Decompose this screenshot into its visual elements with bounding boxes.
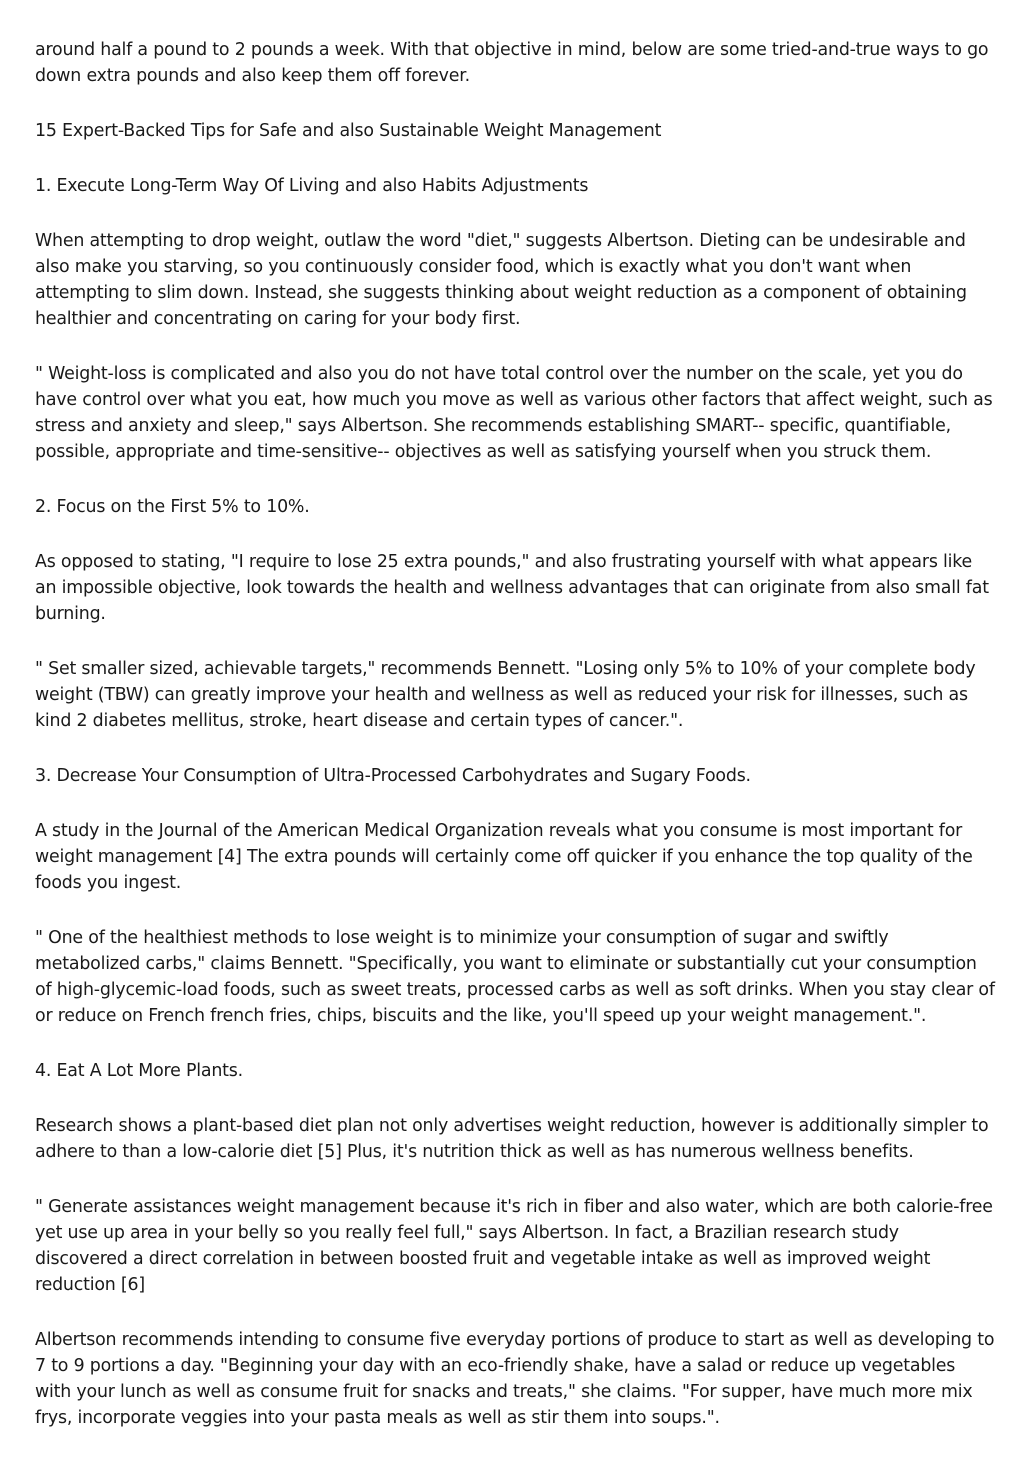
document-page — [35, 37, 995, 1460]
paragraph-tip-2-quote: " Set smaller sized, achievable targets," recommends Bennett. "Losing only 5% to 10% of your complete body weight (TBW) can greatly improve your health and wellness as well as reduced your risk for illnesses, such as kind 2 diabetes mellitus, stroke, heart disease and certain types of cancer.". — [35, 659, 976, 731]
paragraph-tip-4-quote: " Generate assistances weight management because it's rich in fiber and also water, which are both calorie-free yet use up area in your belly so you really feel full," says Albertson. In fact, a Brazilian research study discovered a direct correlation in between boosted fruit and vegetable intake as well as improved weight reduction [6] — [35, 1197, 993, 1295]
paragraph-tip-3-body: A study in the Journal of the American Medical Organization reveals what you consume is most important for weight management [4] The extra pounds will certainly come off quicker if you enhance the top quality of the foods you ingest. — [35, 821, 973, 893]
paragraph-tip-1-body: When attempting to drop weight, outlaw the word "diet," suggests Albertson. Dieting can be undesirable and also make you starving, so you continuously consider food, which is exactly what you don't want when attempting to slim down. Instead, she suggests thinking about weight reduction as a component of obtaining healthier and concentrating on caring for your body first. — [35, 231, 967, 329]
paragraph-tip-1-quote: " Weight-loss is complicated and also you do not have total control over the number on the scale, yet you do have control over what you eat, how much you move as well as various other factors that affect weight, such as stress and anxiety and sleep," says Albertson. She recommends establishing SMART-- specific, quantifiable, possible, appropriate and time-sensitive-- objectives as well as satisfying yourself when you struck them. — [35, 364, 993, 462]
paragraph-tip-3-quote: " One of the healthiest methods to lose weight is to minimize your consumption of sugar and swiftly metabolized carbs," claims Bennett. "Specifically, you want to eliminate or substantially cut your consumption of high-glycemic-load foods, such as sweet treats, processed carbs as well as soft drinks. When you stay clear of or reduce on French french fries, chips, biscuits and the like, you'll speed up your weight management.". — [35, 928, 995, 1026]
paragraph-tip-2-body: As opposed to stating, "I require to lose 25 extra pounds," and also frustrating yourself with what appears like an impossible objective, look towards the health and wellness advantages that can originate from also small fat burning. — [35, 552, 989, 624]
paragraph-intro-continuation: around half a pound to 2 pounds a week. With that objective in mind, below are some tried-and-true ways to go down extra pounds and also keep them off forever. — [35, 40, 989, 86]
paragraph-tips-heading: 15 Expert-Backed Tips for Safe and also Sustainable Weight Management — [35, 121, 662, 141]
paragraph-tip-4-recommendation: Albertson recommends intending to consume five everyday portions of produce to start as well as developing to 7 to 9 portions a day. "Beginning your day with an eco-friendly shake, have a salad or reduce up vegetables with your lunch as well as consume fruit for snacks and treats," she claims. "For supper, have much more mix frys, incorporate veggies into your pasta meals as well as stir them into soups.". — [35, 1330, 995, 1428]
paragraph-tip-1-heading: 1. Execute Long-Term Way Of Living and also Habits Adjustments — [35, 176, 589, 196]
paragraph-tip-3-heading: 3. Decrease Your Consumption of Ultra-Processed Carbohydrates and Sugary Foods. — [35, 766, 751, 786]
paragraph-tip-2-heading: 2. Focus on the First 5% to 10%. — [35, 497, 310, 517]
paragraph-tip-4-body: Research shows a plant-based diet plan not only advertises weight reduction, however is additionally simpler to adhere to than a low-calorie diet [5] Plus, it's nutrition thick as well as has numerous wellness benefits. — [35, 1116, 989, 1162]
paragraph-tip-4-heading: 4. Eat A Lot More Plants. — [35, 1061, 243, 1081]
